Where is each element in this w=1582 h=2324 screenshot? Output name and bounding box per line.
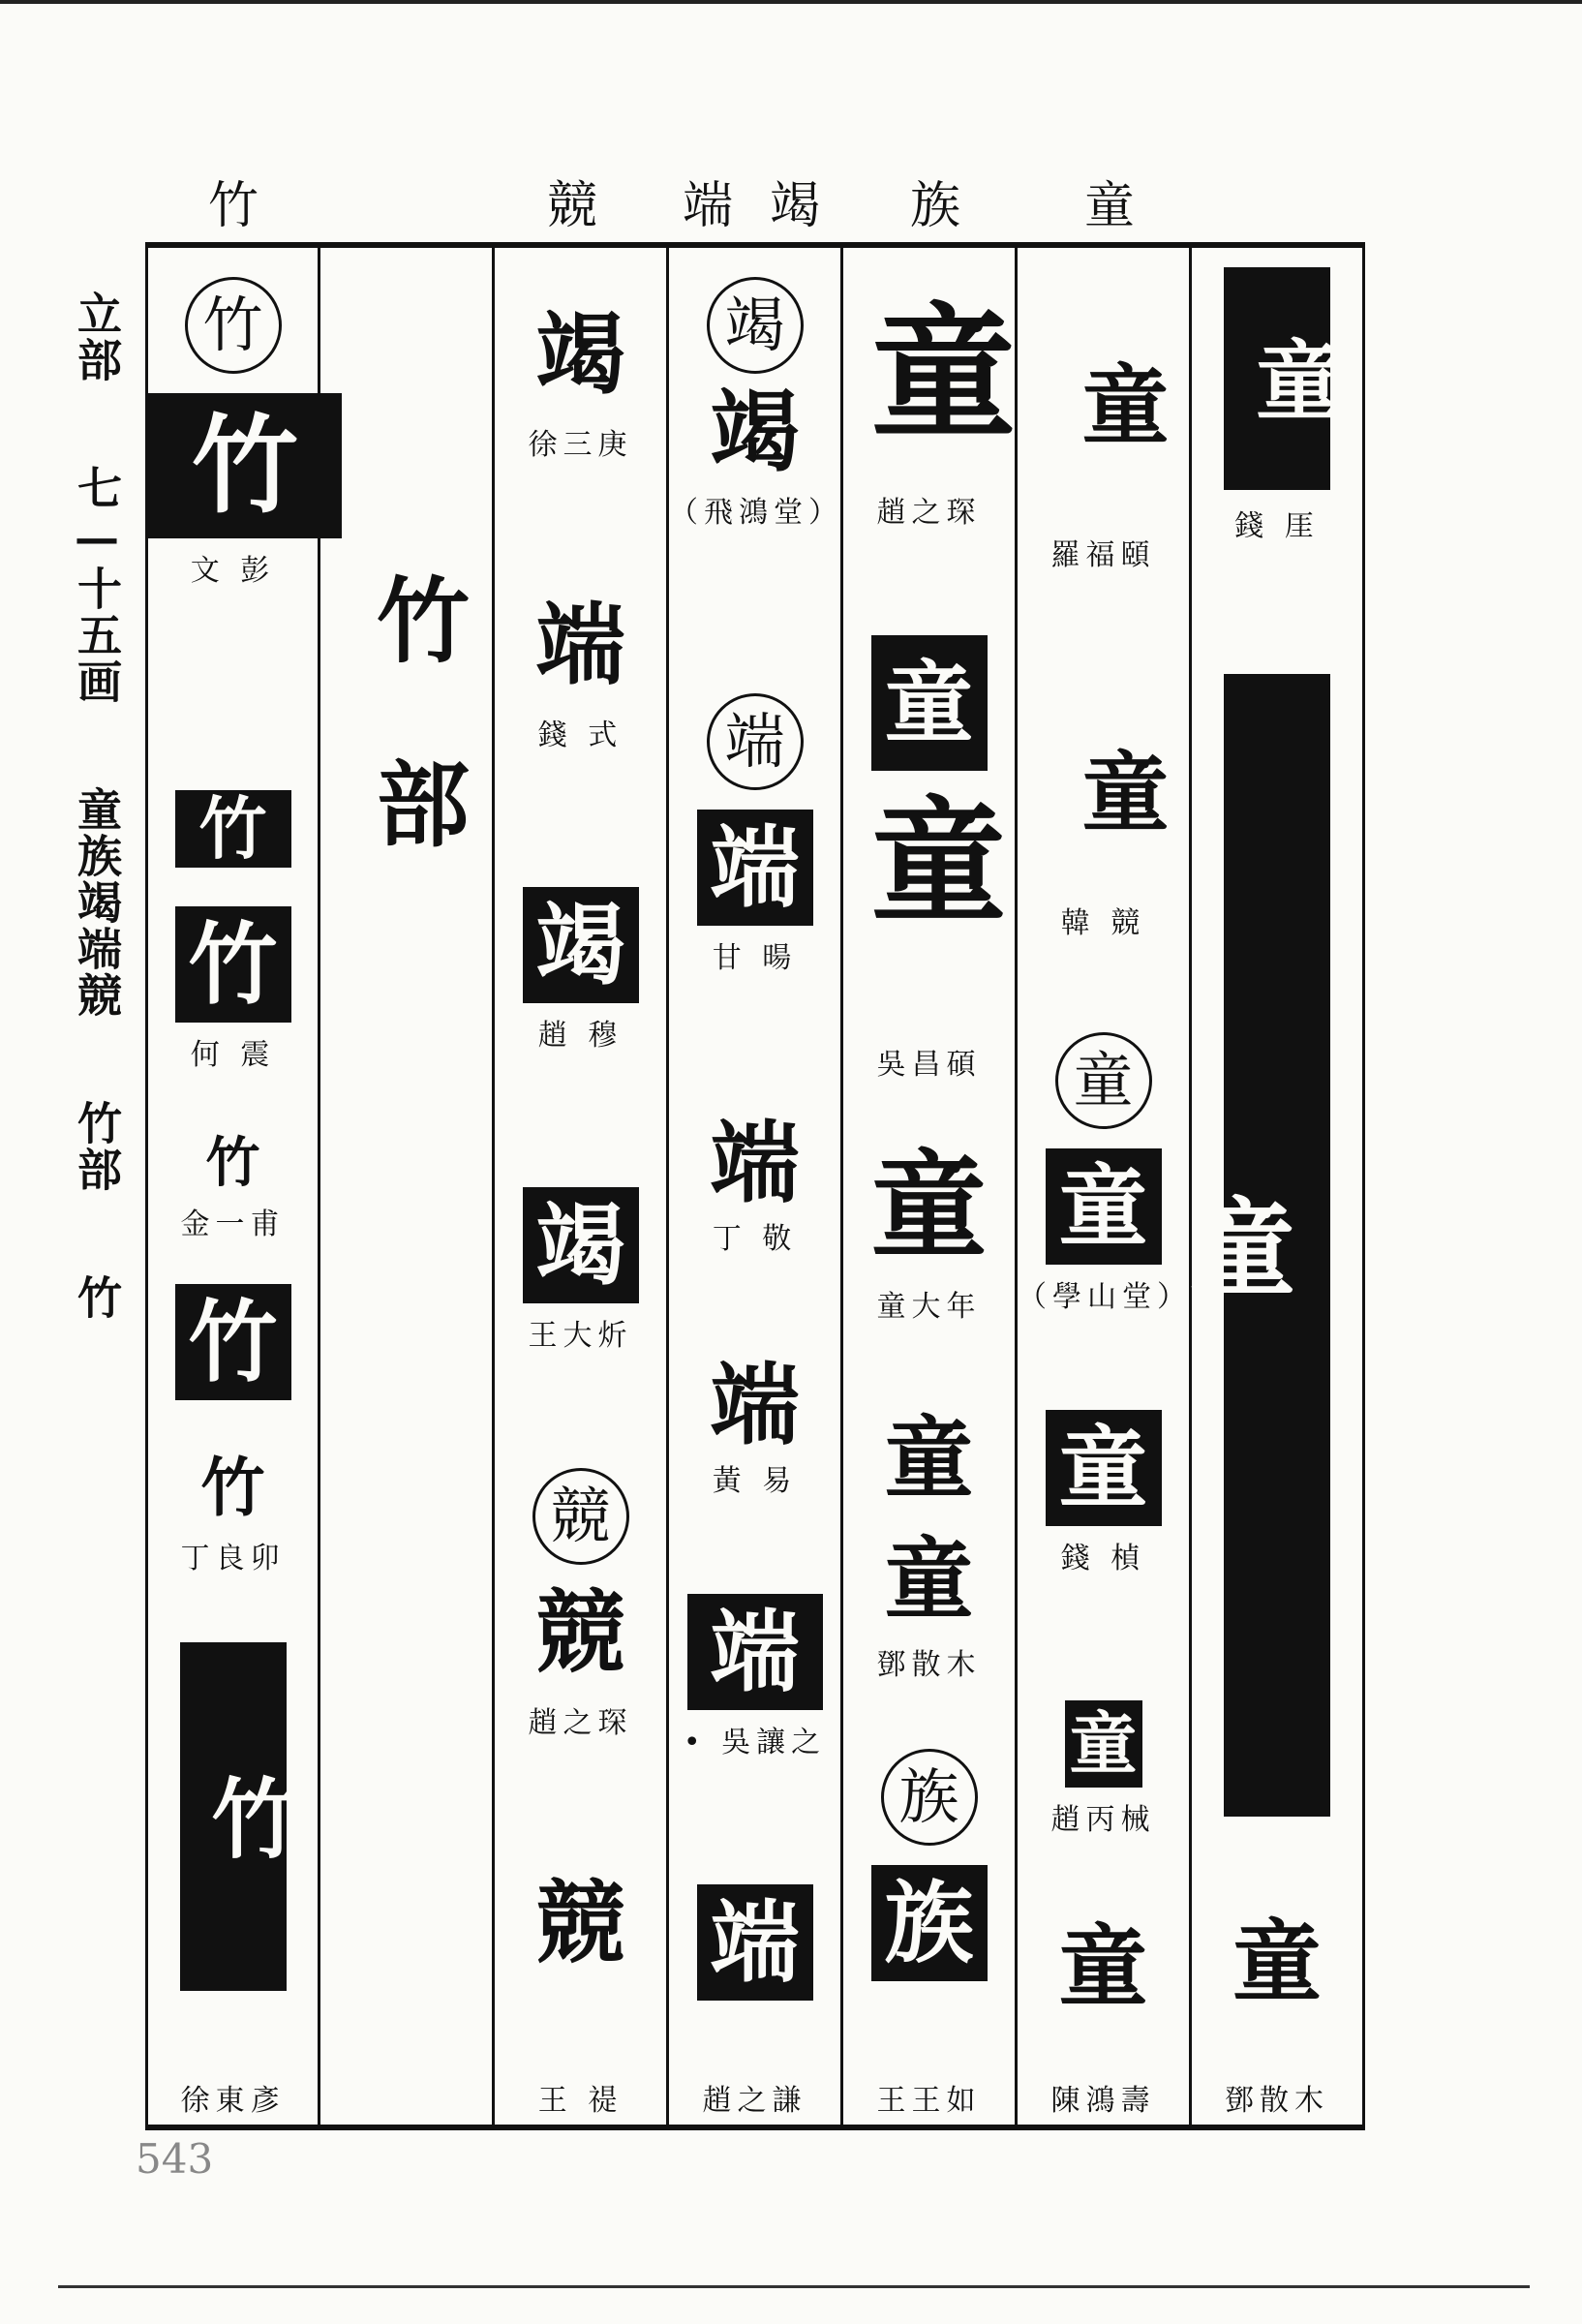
side-next-char: 竹 xyxy=(71,1274,123,1321)
section-title-bu: 部 xyxy=(377,750,470,860)
seal-glyph: 童 xyxy=(1046,1410,1162,1526)
seal-glyph: 童 xyxy=(1224,674,1330,1817)
char-circle: 竭 xyxy=(707,277,804,374)
seal-glyph: 竹 xyxy=(148,393,342,538)
header-jie: 竭 xyxy=(770,177,821,235)
page-number: 543 xyxy=(136,2135,214,2183)
column-zu xyxy=(843,248,1018,2125)
header-zhu: 竹 xyxy=(208,177,259,235)
seal-glyph: 童 xyxy=(1066,359,1170,446)
seal-glyph: 竹 xyxy=(180,1642,287,1991)
seal-glyph: 端 xyxy=(697,1884,813,2001)
artist-name: 趙丙械 xyxy=(1050,1803,1156,1837)
seal-glyph: 童 xyxy=(884,1406,974,1511)
top-border xyxy=(0,0,1582,4)
seal-glyph: 競 xyxy=(535,1580,625,1685)
artist-name: （學山堂） xyxy=(1018,1280,1192,1314)
artist-name: 鄧散木 xyxy=(1225,2084,1329,2118)
side-radical: 立部 xyxy=(71,290,123,383)
artist-name: 錢 厓 xyxy=(1234,509,1320,543)
artist-name: （飛鴻堂） xyxy=(669,496,843,530)
artist-name: • 吳讓之 xyxy=(683,1726,827,1759)
seal-glyph: 童 xyxy=(1046,1148,1162,1265)
seal-glyph: 端 xyxy=(687,1594,823,1710)
char-circle: 端 xyxy=(707,693,804,790)
artist-name: 丁良卯 xyxy=(180,1542,286,1575)
artist-name: 趙之琛 xyxy=(876,496,982,530)
artist-name: 丁 敬 xyxy=(712,1222,798,1256)
seal-glyph: 竭 xyxy=(535,302,625,407)
column-jing xyxy=(495,248,669,2125)
artist-name: 吳昌碩 xyxy=(876,1048,982,1082)
seal-glyph: 竭 xyxy=(523,887,639,1003)
seal-glyph: 竹 xyxy=(200,1450,265,1525)
seal-glyph: 端 xyxy=(535,593,625,697)
side-next-radical: 竹部 xyxy=(71,1100,123,1193)
header-tong: 童 xyxy=(1084,177,1136,235)
char-circle: 童 xyxy=(1055,1032,1152,1129)
seal-table xyxy=(145,242,1365,2130)
seal-glyph: 童 xyxy=(871,635,988,771)
artist-name: 羅福頤 xyxy=(1050,538,1156,572)
artist-name: 錢 式 xyxy=(537,719,624,752)
seal-glyph: 童 xyxy=(870,1138,988,1274)
artist-name: 趙之琛 xyxy=(528,1706,633,1740)
column-section-title xyxy=(320,248,495,2125)
header-jing: 競 xyxy=(547,177,598,235)
seal-glyph: 端 xyxy=(710,1111,800,1215)
artist-name: 趙 穆 xyxy=(537,1019,624,1053)
char-circle: 競 xyxy=(532,1468,629,1565)
seal-glyph: 童 xyxy=(1058,1914,1148,2019)
seal-glyph: 竹 xyxy=(205,1131,260,1195)
char-circle: 竹 xyxy=(185,277,282,374)
artist-name: 甘 暘 xyxy=(712,941,798,975)
seal-glyph: 童 xyxy=(1232,1910,1322,2014)
seal-glyph: 童 xyxy=(884,1527,974,1632)
artist-name: 王大炘 xyxy=(528,1319,633,1353)
side-chars: 童族竭端競 xyxy=(71,786,123,1019)
artist-name: 鄧散木 xyxy=(876,1648,982,1682)
artist-name: 何 震 xyxy=(190,1038,276,1072)
seal-glyph: 竹 xyxy=(175,790,291,868)
header-duan: 端 xyxy=(683,177,734,235)
artist-name: 童大年 xyxy=(876,1290,982,1324)
seal-glyph: 童 xyxy=(870,783,1007,942)
artist-name: 徐三庚 xyxy=(528,428,633,462)
artist-name: 文 彭 xyxy=(190,554,276,588)
bottom-border xyxy=(58,2285,1530,2288)
seal-glyph: 族 xyxy=(871,1865,988,1981)
artist-name: 陳鴻壽 xyxy=(1050,2084,1156,2118)
column-tong-1 xyxy=(1018,248,1192,2125)
seal-glyph: 竹 xyxy=(175,1284,291,1400)
seal-glyph: 端 xyxy=(697,810,813,926)
artist-name: 王王如 xyxy=(876,2084,982,2118)
seal-glyph: 童 xyxy=(1224,267,1330,490)
column-headers xyxy=(145,165,1365,235)
artist-name: 錢 楨 xyxy=(1060,1542,1146,1575)
artist-name: 徐東彥 xyxy=(180,2084,286,2118)
seal-glyph: 竭 xyxy=(523,1187,639,1303)
seal-glyph: 競 xyxy=(535,1871,625,1975)
column-duan xyxy=(669,248,843,2125)
artist-name: 趙之謙 xyxy=(702,2084,807,2118)
side-index xyxy=(68,290,126,1348)
char-circle: 族 xyxy=(881,1749,978,1846)
column-zhu xyxy=(148,248,320,2125)
seal-glyph: 端 xyxy=(710,1353,800,1457)
artist-name: 韓 競 xyxy=(1060,906,1146,940)
seal-glyph: 竹 xyxy=(175,906,291,1023)
seal-glyph: 童 xyxy=(870,289,1017,459)
side-stroke-range: 七—十五画 xyxy=(71,465,123,705)
header-zu: 族 xyxy=(910,177,961,235)
artist-name: 王 禔 xyxy=(537,2084,624,2118)
seal-glyph: 童 xyxy=(1066,747,1170,834)
seal-glyph: 竭 xyxy=(710,380,800,484)
seal-glyph: 童 xyxy=(1065,1700,1142,1788)
column-tong-2 xyxy=(1171,248,1362,2125)
artist-name: 黃 易 xyxy=(712,1464,798,1498)
section-title-zhu: 竹 xyxy=(377,566,470,676)
artist-name: 金一甫 xyxy=(180,1208,286,1241)
